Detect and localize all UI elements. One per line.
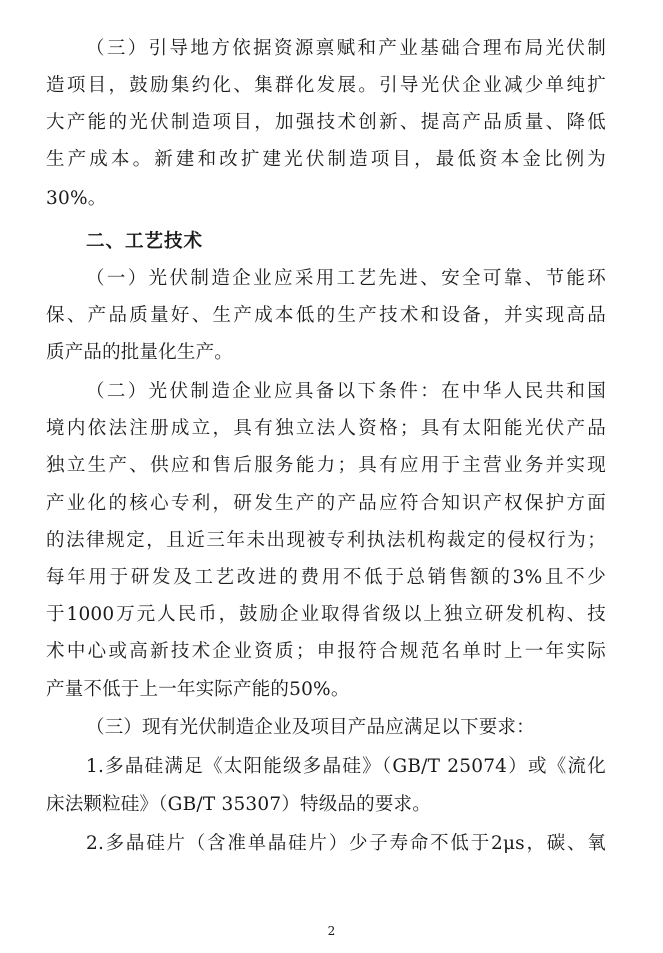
paragraph-line: 保、产品质量好、生产成本低的生产技术和设备，并实现高品 — [46, 305, 606, 326]
paragraph-line: （二）光伏制造企业应具备以下条件：在中华人民共和国 — [86, 381, 606, 402]
section-heading: 二、工艺技术 — [86, 231, 204, 252]
paragraph-line: 2.多晶硅片（含准单晶硅片）少子寿命不低于2μs，碳、氧 — [86, 833, 606, 854]
page-number: 2 — [327, 924, 336, 938]
paragraph-line: 产量不低于上一年实际产能的50%。 — [46, 679, 350, 700]
paragraph-line: 术中心或高新技术企业资质；申报符合规范名单时上一年实际 — [46, 641, 606, 662]
paragraph-line: 床法颗粒硅》（GB/T 35307）特级品的要求。 — [46, 794, 431, 815]
paragraph-line: （三）引导地方依据资源禀赋和产业基础合理布局光伏制 — [86, 38, 606, 59]
paragraph-line: 生产成本。新建和改扩建光伏制造项目，最低资本金比例为 — [46, 149, 606, 170]
paragraph-line: （一）光伏制造企业应采用工艺先进、安全可靠、节能环 — [86, 268, 606, 289]
paragraph-line: 30%。 — [46, 188, 107, 209]
paragraph-line: 产业化的核心专利，研发生产的产品应符合知识产权保护方面 — [46, 493, 606, 514]
paragraph-line: 每年用于研发及工艺改进的费用不低于总销售额的3%且不少 — [46, 567, 606, 588]
paragraph-line: 1.多晶硅满足《太阳能级多晶硅》（GB/T 25074）或《流化 — [86, 756, 606, 777]
paragraph-line: 造项目，鼓励集约化、集群化发展。引导光伏企业减少单纯扩 — [46, 75, 606, 96]
paragraph-line: （三）现有光伏制造企业及项目产品应满足以下要求： — [86, 717, 535, 738]
paragraph-line: 境内依法注册成立，具有独立法人资格；具有太阳能光伏产品 — [46, 418, 606, 439]
paragraph-line: 独立生产、供应和售后服务能力；具有应用于主营业务并实现 — [46, 455, 606, 476]
paragraph-line: 的法律规定，且近三年未出现被专利执法机构裁定的侵权行为； — [46, 530, 606, 551]
paragraph-line: 于1000万元人民币，鼓励企业取得省级以上独立研发机构、技 — [46, 604, 606, 625]
paragraph-line: 质产品的批量化生产。 — [46, 342, 234, 363]
paragraph-line: 大产能的光伏制造项目，加强技术创新、提高产品质量、降低 — [46, 112, 606, 133]
